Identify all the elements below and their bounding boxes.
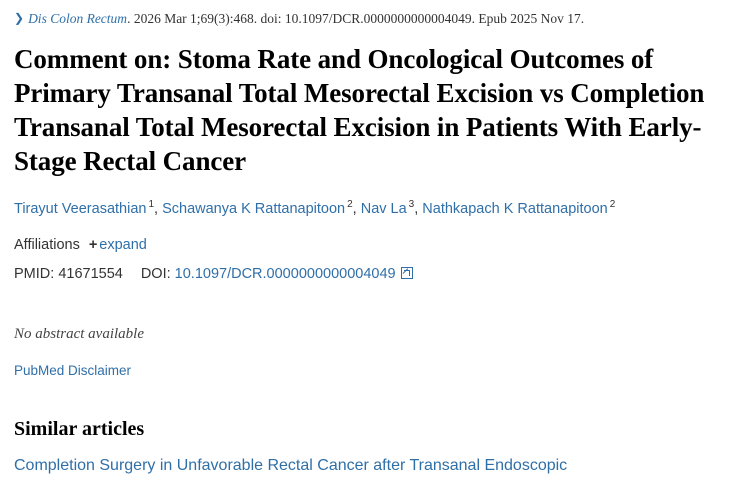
identifiers-row xyxy=(14,266,736,282)
author-affil-marker[interactable]: 1 xyxy=(148,199,155,210)
author-separator: , xyxy=(154,200,159,217)
author-name[interactable]: Nav La xyxy=(360,200,407,217)
author-affil-marker[interactable]: 2 xyxy=(609,199,616,210)
pmid-label: PMID: xyxy=(14,265,55,282)
affiliations-row xyxy=(14,237,736,253)
author-affil-marker[interactable]: 2 xyxy=(347,199,353,210)
journal-name[interactable]: Dis Colon Rectum xyxy=(28,11,128,26)
author-item[interactable] xyxy=(422,201,615,217)
author-name[interactable]: Tirayut Veerasathian xyxy=(14,200,147,217)
pmid-value: 41671554 xyxy=(58,265,123,282)
author-name[interactable]: Schawanya K Rattanapitoon xyxy=(162,200,346,217)
external-link-icon[interactable] xyxy=(401,267,413,279)
author-list xyxy=(14,195,736,219)
expand-label: expand xyxy=(99,236,147,253)
no-abstract-text: No abstract available xyxy=(14,325,144,342)
pubmed-disclaimer-link[interactable]: PubMed Disclaimer xyxy=(14,362,132,378)
author-affil-marker[interactable]: 3 xyxy=(408,199,415,210)
citation-details: . 2026 Mar 1;69(3):468. doi: 10.1097/DCR.0000000000004049. Epub 2025 Nov 17. xyxy=(127,11,585,26)
chevron-right-icon[interactable]: ❯ xyxy=(14,11,25,25)
scrollbar[interactable] xyxy=(746,0,750,500)
author-separator: , xyxy=(414,200,419,217)
doi-label: DOI: xyxy=(140,265,171,282)
similar-articles-heading: Similar articles xyxy=(14,417,145,440)
plus-icon: + xyxy=(88,236,98,253)
author-item[interactable] xyxy=(162,201,361,217)
affiliations-label: Affiliations xyxy=(14,236,80,253)
author-name[interactable]: Nathkapach K Rattanapitoon xyxy=(422,200,608,217)
doi-link[interactable]: 10.1097/DCR.0000000000004049 xyxy=(174,265,396,282)
expand-affiliations-button[interactable] xyxy=(89,237,147,253)
pmid-group xyxy=(14,266,123,282)
list-item[interactable]: Completion Surgery in Unfavorable Rectal Cancer after Transanal Endoscopic xyxy=(14,456,568,474)
author-item[interactable] xyxy=(361,201,423,217)
page-title: Comment on: Stoma Rate and Oncological Outcomes of Primary Transanal Total Mesorectal Excision vs Completion Transanal Total Mesorectal Excision in Patients With Early-Stage Rectal Cancer xyxy=(14,44,705,176)
doi-group xyxy=(141,266,413,282)
author-separator: , xyxy=(352,200,357,217)
author-item[interactable] xyxy=(14,201,162,217)
citation-line xyxy=(14,10,736,28)
